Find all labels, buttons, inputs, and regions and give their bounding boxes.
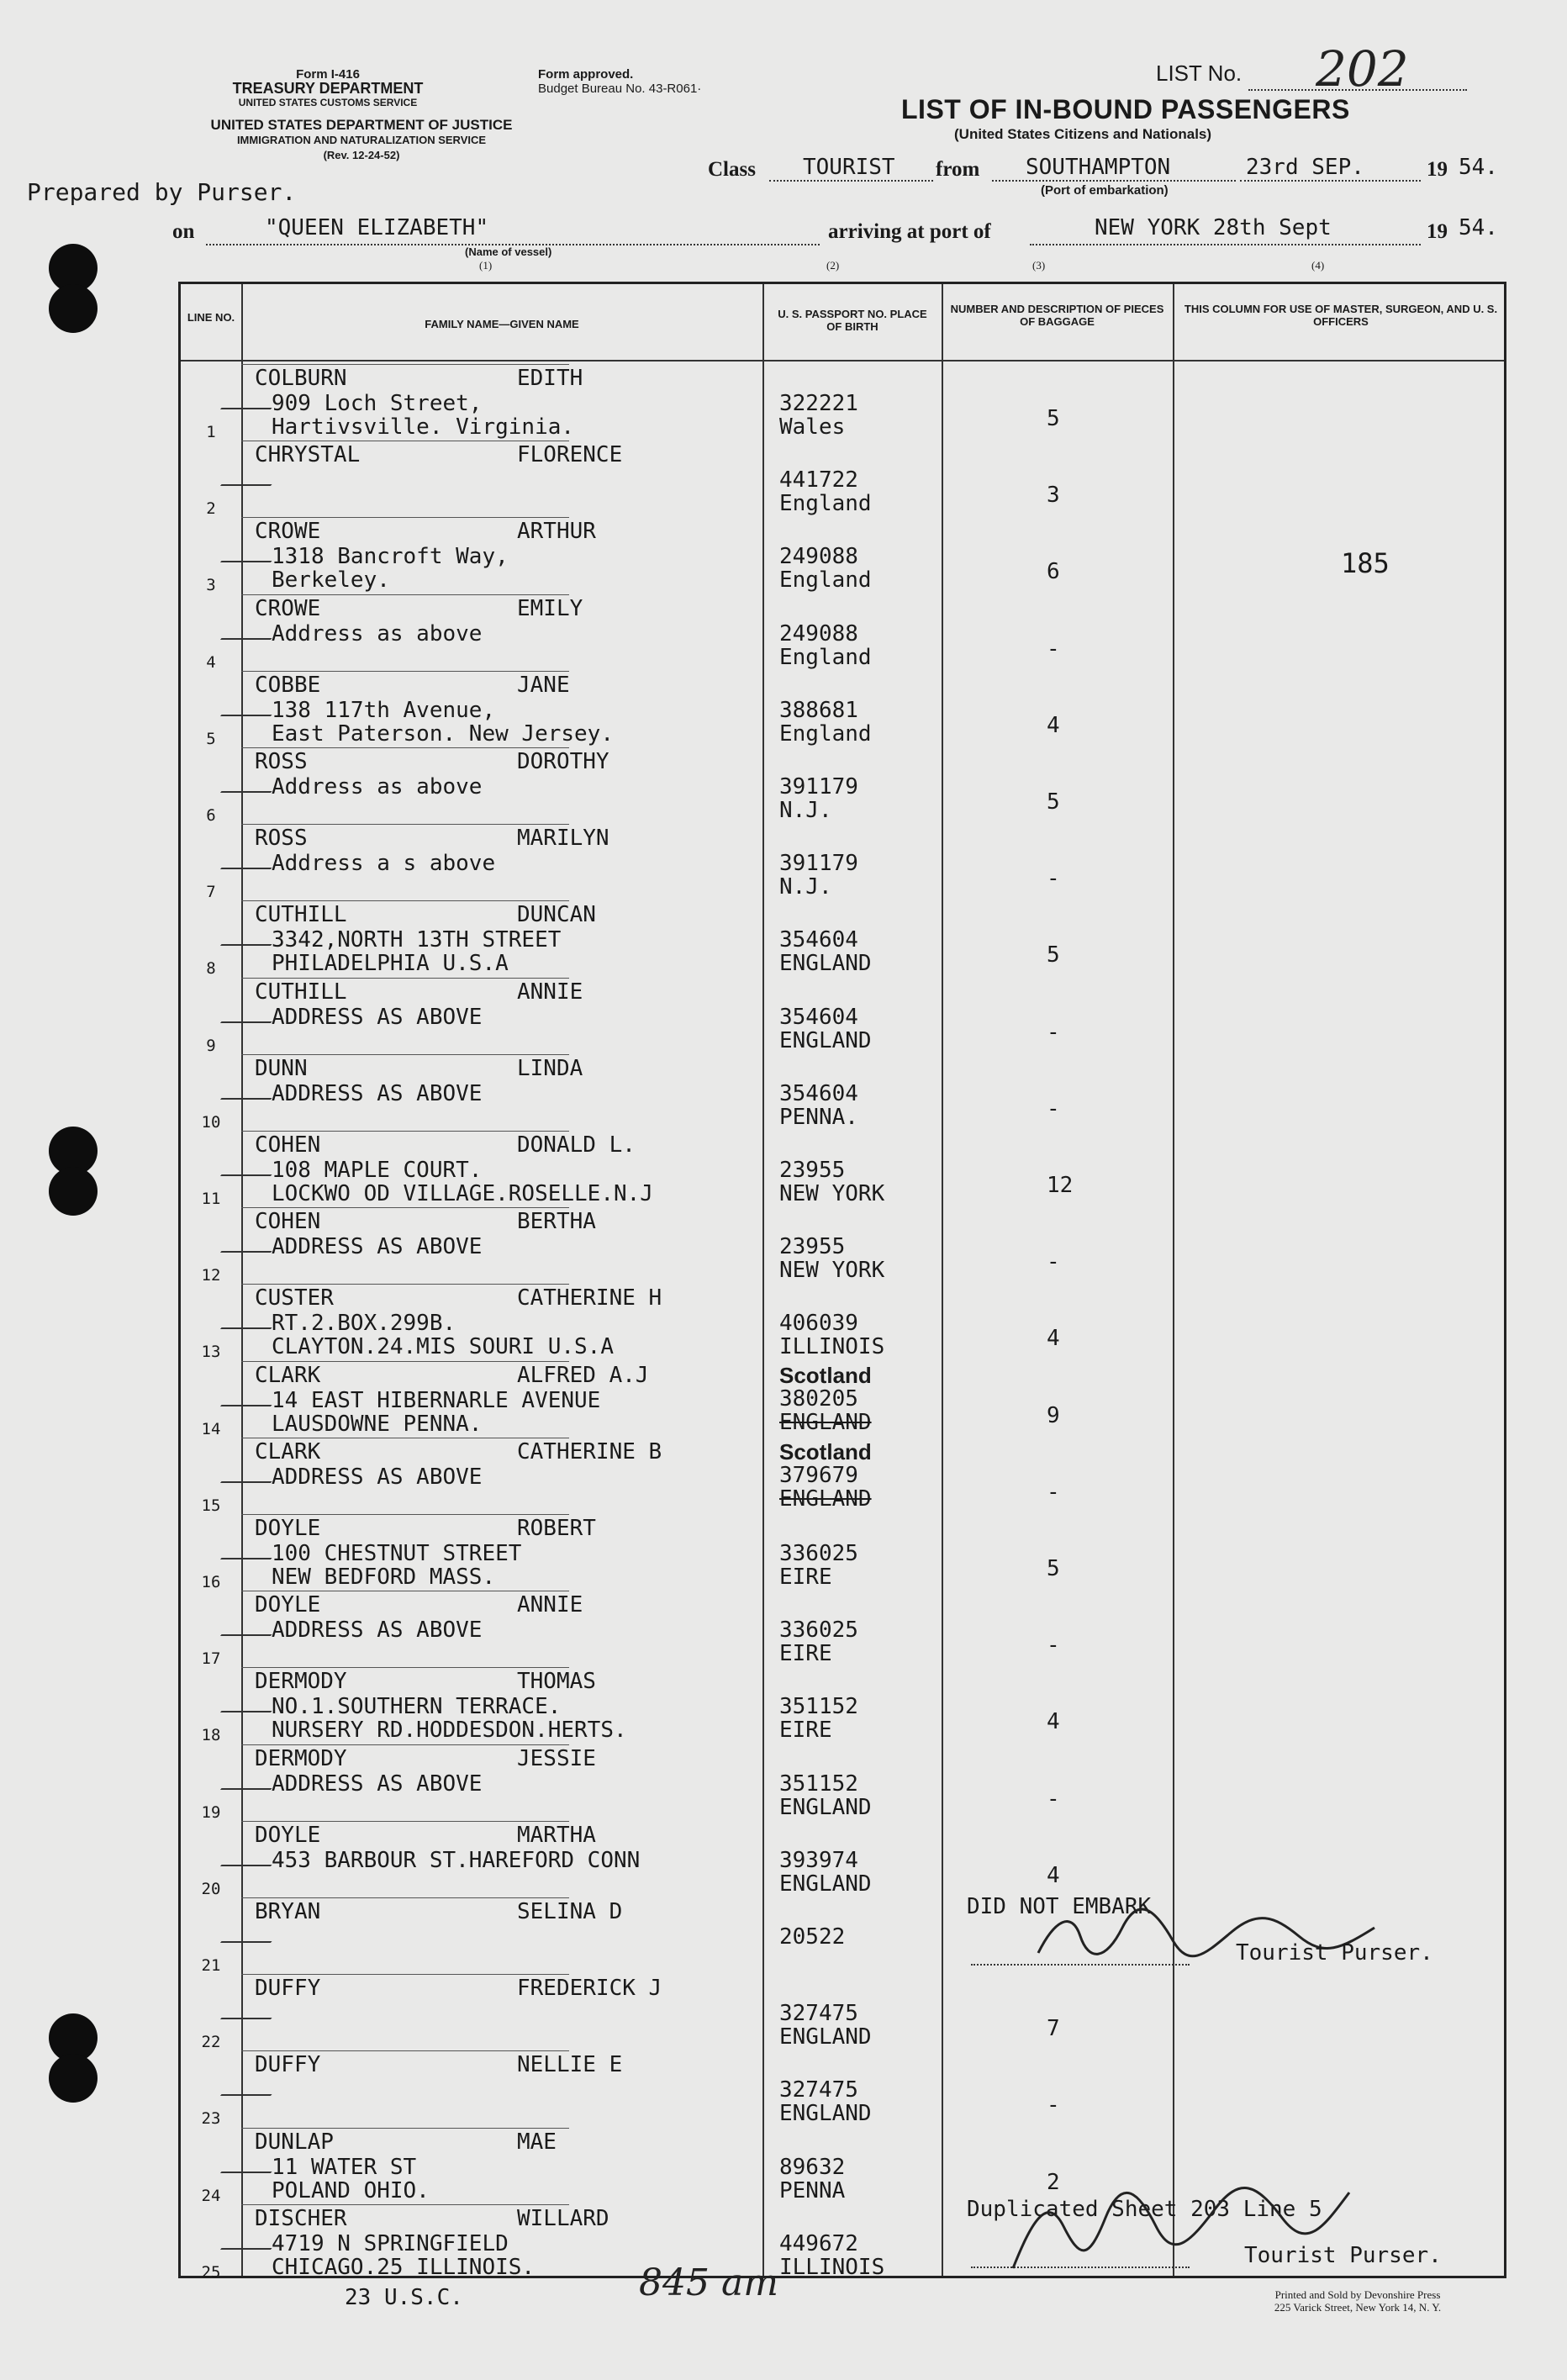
row-separator: [241, 1821, 569, 1822]
row-separator: [241, 1131, 569, 1132]
table-row: [181, 1514, 1509, 1591]
baggage-count: 5: [1047, 942, 1060, 968]
printer-line-1: Printed and Sold by Devonshire Press: [1274, 2288, 1441, 2301]
class-label: Class: [708, 158, 756, 181]
row-separator: [241, 1054, 569, 1055]
line-number: 1: [206, 423, 216, 441]
given-name: THOMAS: [517, 1669, 596, 1695]
birth-place: England: [779, 491, 872, 517]
revision-date: (Rev. 12-24-52): [323, 149, 400, 161]
form-approval: [538, 67, 773, 96]
birth-place: ENGLAND: [779, 1486, 872, 1512]
family-name: COLBURN: [255, 366, 347, 391]
passport-number: 351152: [779, 1694, 858, 1720]
baggage-count: -: [1047, 1019, 1060, 1045]
family-name: ROSS: [255, 826, 308, 852]
baggage-count: -: [1047, 1095, 1060, 1121]
family-name: CHRYSTAL: [255, 442, 361, 468]
baggage-count: 5: [1047, 406, 1060, 431]
col-num-passport: (2): [826, 259, 840, 272]
list-no-label: LIST No.: [1156, 61, 1243, 86]
from-date-line: [1240, 180, 1421, 182]
document-title: LIST OF IN-BOUND PASSENGERS: [901, 94, 1350, 124]
vessel-caption: (Name of vessel): [465, 245, 552, 258]
given-name: NELLIE E: [517, 2052, 623, 2078]
passport-number: 391179: [779, 851, 858, 877]
passport-number: 406039: [779, 1311, 858, 1337]
from-value: SOUTHAMPTON: [1026, 155, 1171, 180]
family-name: CROWE: [255, 519, 321, 545]
printer-line-2: 225 Varick Street, New York 14, N. Y.: [1274, 2301, 1442, 2314]
punch-hole-4: [49, 1167, 98, 1216]
treasury-dept: TREASURY DEPARTMENT: [232, 80, 424, 97]
family-name: DOYLE: [255, 1822, 321, 1848]
baggage-count: 5: [1047, 1556, 1060, 1581]
birth-place: N.J.: [779, 874, 832, 900]
address-line-2: LAUSDOWNE PENNA.: [272, 1411, 483, 1437]
row-separator: [241, 364, 569, 365]
line-number: 9: [206, 1036, 216, 1055]
punch-hole-6: [49, 2054, 98, 2103]
table-row: [181, 671, 1509, 747]
row-separator: [241, 978, 569, 979]
table-row: [181, 594, 1509, 671]
address-line-1: 14 EAST HIBERNARLE AVENUE: [272, 1387, 601, 1413]
line-number: 24: [201, 2186, 221, 2205]
address-line-1: Address as above: [272, 620, 483, 646]
line-number: 6: [206, 806, 216, 825]
address-line-1: ADDRESS AS ABOVE: [272, 1080, 483, 1106]
from-line: [992, 180, 1236, 182]
given-name: JESSIE: [517, 1745, 596, 1771]
address-line-1: ADDRESS AS ABOVE: [272, 1004, 483, 1030]
justice-dept-block: [168, 118, 555, 163]
line-number: 13: [201, 1343, 221, 1362]
row-separator: [241, 1667, 569, 1668]
address-line-2: POLAND OHIO.: [272, 2177, 430, 2203]
passport-number: 23955: [779, 1234, 846, 1260]
birth-place: England: [779, 567, 872, 594]
passport-number: 23955: [779, 1158, 846, 1183]
table-row: [181, 900, 1509, 977]
col-header-officers: THIS COLUMN FOR USE OF MASTER, SURGEON, AND U. S. OFFICERS: [1184, 303, 1498, 328]
passport-number: 441722: [779, 467, 858, 493]
table-row: [181, 517, 1509, 594]
from-label: from: [936, 158, 980, 181]
line-number: 25: [201, 2262, 221, 2282]
passport-number: 449672: [779, 2230, 858, 2256]
given-name: MARILYN: [517, 826, 609, 852]
table-row: [181, 1284, 1509, 1360]
family-name: COBBE: [255, 672, 321, 698]
line-number: 23: [201, 2109, 221, 2129]
baggage-count: 6: [1047, 559, 1060, 585]
duplicated-note: Duplicated Sheet 203 Line 5: [967, 2197, 1322, 2222]
address-line-1: 909 Loch Street,: [272, 391, 483, 416]
line-number: 18: [201, 1726, 221, 1745]
line-number: 20: [201, 1879, 221, 1898]
passport-number: 391179: [779, 774, 858, 799]
baggage-count: -: [1047, 2092, 1060, 2119]
given-name: ALFRED A.J: [517, 1362, 649, 1388]
passport-number: 388681: [779, 697, 858, 723]
address-line-2: Berkeley.: [272, 567, 390, 594]
birth-place: EIRE: [779, 1565, 832, 1590]
line-number: 21: [201, 1956, 221, 1975]
family-name: DISCHER: [255, 2205, 347, 2231]
baggage-count: 4: [1047, 712, 1060, 738]
given-name: WILLARD: [517, 2205, 609, 2231]
table-row: [181, 747, 1509, 824]
class-value: TOURIST: [803, 155, 895, 180]
baggage-count: -: [1047, 1633, 1060, 1659]
line-number: 11: [201, 1190, 221, 1208]
line-number: 15: [201, 1496, 221, 1515]
budget-bureau: Budget Bureau No. 43-R061·: [538, 82, 702, 96]
vessel-col-num: (1): [479, 259, 493, 272]
vessel-name: "QUEEN ELIZABETH": [265, 215, 489, 240]
ins-label: IMMIGRATION AND NATURALIZATION SERVICE: [236, 134, 487, 146]
passport-number: 336025: [779, 1541, 858, 1566]
passport-number: 354604: [779, 1004, 858, 1030]
address-line-1: 4719 N SPRINGFIELD: [272, 2230, 509, 2256]
given-name: EDITH: [517, 366, 583, 391]
birth-place: ENGLAND: [779, 951, 872, 977]
given-name: MARTHA: [517, 1822, 596, 1848]
passport-number: 327475: [779, 2077, 858, 2103]
baggage-count: -: [1047, 1249, 1060, 1275]
given-name: MAE: [517, 2129, 557, 2155]
list-no-value: 202: [1316, 40, 1409, 98]
passenger-table: [178, 282, 1506, 2282]
table-row: [181, 1438, 1509, 1514]
birth-place: N.J.: [779, 798, 832, 823]
given-name: ANNIE: [517, 1592, 583, 1618]
line-number: 14: [201, 1419, 221, 1438]
row-separator: [241, 2128, 569, 2129]
passport-number: 351152: [779, 1770, 858, 1797]
baggage-count: -: [1047, 1479, 1060, 1505]
line-number: 22: [201, 2033, 221, 2052]
birth-place: NEW YORK: [779, 1258, 885, 1284]
row-separator: [241, 1207, 569, 1208]
baggage-count: 3: [1047, 483, 1060, 509]
birth-place: Wales: [779, 414, 846, 440]
table-row: [181, 1131, 1509, 1207]
given-name: BERTHA: [517, 1209, 596, 1235]
address-line-2: East Paterson. New Jersey.: [272, 720, 614, 747]
col-header-baggage: NUMBER AND DESCRIPTION OF PIECES OF BAGGAGE: [950, 303, 1164, 328]
passport-number: 20522: [779, 1924, 846, 1950]
birth-place: England: [779, 644, 872, 670]
birth-place: PENNA: [779, 2177, 846, 2203]
arrival-year-prefix: 19: [1427, 220, 1448, 243]
from-year-prefix: 19: [1427, 158, 1448, 181]
table-row: [181, 1974, 1509, 2050]
passport-number: 354604: [779, 927, 858, 953]
family-name: CUTHILL: [255, 979, 347, 1005]
table-row: [181, 1361, 1509, 1438]
family-name: CUTHILL: [255, 902, 347, 928]
from-year-suffix: 54.: [1459, 155, 1498, 180]
on-label: on: [172, 220, 195, 243]
table-row: [181, 1744, 1509, 1821]
tourist-purser-2: Tourist Purser.: [1244, 2243, 1442, 2268]
baggage-count: 4: [1047, 1709, 1060, 1735]
passport-number: 393974: [779, 1847, 858, 1873]
family-name: DUFFY: [255, 1976, 321, 2002]
col-header-name: FAMILY NAME—GIVEN NAME: [425, 318, 579, 330]
address-line-2: Hartivsville. Virginia.: [272, 414, 575, 440]
address-line-1: Address a s above: [272, 851, 496, 877]
address-line-1: Address as above: [272, 774, 483, 799]
family-name: CLARK: [255, 1362, 321, 1388]
family-name: CUSTER: [255, 1285, 334, 1311]
table-row: [181, 1054, 1509, 1131]
family-name: DOYLE: [255, 1516, 321, 1541]
col-header-passport: U. S. PASSPORT NO. PLACE OF BIRTH: [778, 308, 927, 333]
punch-hole-2: [49, 284, 98, 333]
row-separator: [241, 1284, 569, 1285]
family-name: DUNLAP: [255, 2129, 334, 2155]
passport-number: 89632: [779, 2154, 846, 2180]
baggage-count: 4: [1047, 1326, 1060, 1352]
address-line-1: NO.1.SOUTHERN TERRACE.: [272, 1694, 562, 1720]
passport-number: 327475: [779, 2001, 858, 2027]
from-date: 23rd SEP.: [1246, 155, 1364, 180]
given-name: ROBERT: [517, 1516, 596, 1541]
passport-number: 249088: [779, 544, 858, 570]
row-separator: [241, 824, 569, 825]
birth-place: ENGLAND: [779, 2024, 872, 2050]
baggage-count: -: [1047, 1786, 1060, 1812]
table-row: [181, 824, 1509, 900]
birth-place: England: [779, 720, 872, 747]
baggage-count: 7: [1047, 2016, 1060, 2042]
handwritten-time: 845 am: [639, 2261, 778, 2304]
birth-place: ENGLAND: [779, 1027, 872, 1053]
col-num-officers: (4): [1311, 259, 1325, 272]
birth-place: EIRE: [779, 1718, 832, 1744]
family-name: BRYAN: [255, 1899, 321, 1924]
printer-info: [1202, 2288, 1513, 2314]
baggage-count: -: [1047, 636, 1060, 662]
given-name: FREDERICK J: [517, 1976, 662, 2002]
baggage-count: 5: [1047, 789, 1060, 815]
address-line-2: PHILADELPHIA U.S.A: [272, 951, 509, 977]
address-line-1: 100 CHESTNUT STREET: [272, 1541, 522, 1566]
address-line-1: 453 BARBOUR ST.HAREFORD CONN: [272, 1847, 641, 1873]
address-line-1: ADDRESS AS ABOVE: [272, 1770, 483, 1797]
given-name: ARTHUR: [517, 519, 596, 545]
line-number: 5: [206, 729, 216, 748]
family-name: COHEN: [255, 1132, 321, 1158]
address-line-2: NEW BEDFORD MASS.: [272, 1565, 496, 1590]
family-name: DUFFY: [255, 2052, 321, 2078]
arrival-year-suffix: 54.: [1459, 215, 1498, 240]
given-name: DOROTHY: [517, 749, 609, 774]
birth-place: ILLINOIS: [779, 1334, 885, 1360]
given-name: DONALD L.: [517, 1132, 636, 1158]
given-name: ANNIE: [517, 979, 583, 1005]
given-name: LINDA: [517, 1055, 583, 1081]
address-line-1: ADDRESS AS ABOVE: [272, 1464, 483, 1490]
table-row: [181, 978, 1509, 1054]
address-line-2: NURSERY RD.HODDESDON.HERTS.: [272, 1718, 627, 1744]
document-subtitle: (United States Citizens and Nationals): [954, 126, 1212, 142]
birth-place: ILLINOIS: [779, 2254, 885, 2280]
address-line-1: RT.2.BOX.299B.: [272, 1311, 456, 1337]
did-not-embark-note: DID NOT EMBARK: [967, 1894, 1152, 1919]
passport-number: 354604: [779, 1080, 858, 1106]
line-number: 19: [201, 1802, 221, 1822]
given-name: CATHERINE B: [517, 1438, 662, 1464]
col-num-baggage: (3): [1032, 259, 1046, 272]
passport-number: 379679: [779, 1462, 858, 1488]
birth-place: ENGLAND: [779, 1871, 872, 1897]
port-caption: (Port of embarkation): [1041, 183, 1169, 198]
passport-number: 322221: [779, 391, 858, 416]
col-header-line-no: LINE NO.: [187, 311, 235, 324]
arrival-line: [1030, 244, 1421, 245]
address-line-2: CHICAGO.25 ILLINOIS.: [272, 2254, 536, 2280]
tourist-purser-1: Tourist Purser.: [1236, 1940, 1433, 1966]
birth-place: EIRE: [779, 1641, 832, 1667]
row-separator: [241, 900, 569, 901]
family-name: DUNN: [255, 1055, 308, 1081]
table-row: [181, 1821, 1509, 1897]
birth-place-correction: Scotland: [779, 1438, 872, 1464]
line-number: 12: [201, 1266, 221, 1285]
family-name: DERMODY: [255, 1669, 347, 1695]
birth-place: ENGLAND: [779, 2101, 872, 2127]
line-number: 2: [206, 499, 216, 519]
list-no-line: [1248, 89, 1467, 91]
row-separator: [241, 747, 569, 748]
family-name: DERMODY: [255, 1745, 347, 1771]
family-name: CROWE: [255, 595, 321, 621]
baggage-count: 12: [1047, 1173, 1074, 1198]
given-name: DUNCAN: [517, 902, 596, 928]
birth-place: PENNA.: [779, 1104, 858, 1130]
table-row: [181, 1207, 1509, 1284]
table-row: [181, 1591, 1509, 1667]
address-line-2: CLAYTON.24.MIS SOURI U.S.A: [272, 1334, 614, 1360]
given-name: EMILY: [517, 595, 583, 621]
address-line-2: LOCKWO OD VILLAGE.ROSELLE.N.J: [272, 1181, 653, 1206]
officer-note: 185: [1341, 547, 1390, 580]
passport-number: 249088: [779, 620, 858, 646]
row-separator: [241, 1974, 569, 1975]
given-name: SELINA D: [517, 1899, 623, 1924]
given-name: JANE: [517, 672, 570, 698]
line-number: 8: [206, 959, 216, 979]
family-name: ROSS: [255, 749, 308, 774]
footer-handwritten: [639, 2261, 778, 2304]
birth-place: ENGLAND: [779, 1794, 872, 1820]
table-row: [181, 1667, 1509, 1744]
row-separator: [241, 517, 569, 518]
family-name: DOYLE: [255, 1592, 321, 1618]
header-divider: [181, 360, 1504, 361]
family-name: CLARK: [255, 1438, 321, 1464]
class-line: [769, 180, 933, 182]
baggage-count: 9: [1047, 1402, 1060, 1428]
address-line-1: 1318 Bancroft Way,: [272, 544, 509, 570]
family-name: COHEN: [255, 1209, 321, 1235]
address-line-1: 3342,NORTH 13TH STREET: [272, 927, 562, 953]
form-approved-label: Form approved.: [538, 67, 634, 82]
birth-place-correction: Scotland: [779, 1362, 872, 1388]
table-row: [181, 364, 1509, 441]
line-number: 3: [206, 576, 216, 595]
arriving-label: arriving at port of: [828, 220, 991, 243]
row-separator: [241, 1514, 569, 1515]
row-separator: [241, 1744, 569, 1745]
line-number: 10: [201, 1112, 221, 1132]
birth-place: NEW YORK: [779, 1181, 885, 1206]
passport-number: 336025: [779, 1617, 858, 1644]
table-row: [181, 2050, 1509, 2127]
birth-place: ENGLAND: [779, 1409, 872, 1435]
line-number: 17: [201, 1649, 221, 1669]
form-number: Form I-416: [296, 67, 360, 82]
passport-number: 380205: [779, 1385, 858, 1412]
table-row: [181, 441, 1509, 517]
prepared-by: Prepared by Purser.: [27, 178, 297, 206]
row-separator: [241, 2050, 569, 2051]
address-line-1: ADDRESS AS ABOVE: [272, 1617, 483, 1644]
row-separator: [241, 594, 569, 595]
baggage-count: -: [1047, 866, 1060, 892]
baggage-count: 4: [1047, 1862, 1060, 1888]
given-name: CATHERINE H: [517, 1285, 662, 1311]
address-line-1: 138 117th Avenue,: [272, 697, 496, 723]
given-name: FLORENCE: [517, 442, 623, 468]
address-line-1: 108 MAPLE COURT.: [272, 1158, 483, 1183]
line-number: 16: [201, 1573, 221, 1591]
row-separator: [241, 1361, 569, 1362]
baggage-count: 2: [1047, 2169, 1060, 2195]
row-separator: [241, 1897, 569, 1898]
justice-dept: UNITED STATES DEPARTMENT OF JUSTICE: [210, 117, 513, 133]
arrival-value: NEW YORK 28th Sept: [1095, 215, 1332, 240]
footer-usc: 23 U.S.C.: [345, 2285, 463, 2310]
line-number: 7: [206, 883, 216, 902]
form-identifier: [202, 67, 454, 110]
address-line-1: ADDRESS AS ABOVE: [272, 1234, 483, 1260]
row-separator: [241, 671, 569, 672]
line-number: 4: [206, 652, 216, 672]
customs-service: UNITED STATES CUSTOMS SERVICE: [238, 97, 418, 108]
row-separator: [241, 2204, 569, 2205]
address-line-1: 11 WATER ST: [272, 2154, 417, 2180]
